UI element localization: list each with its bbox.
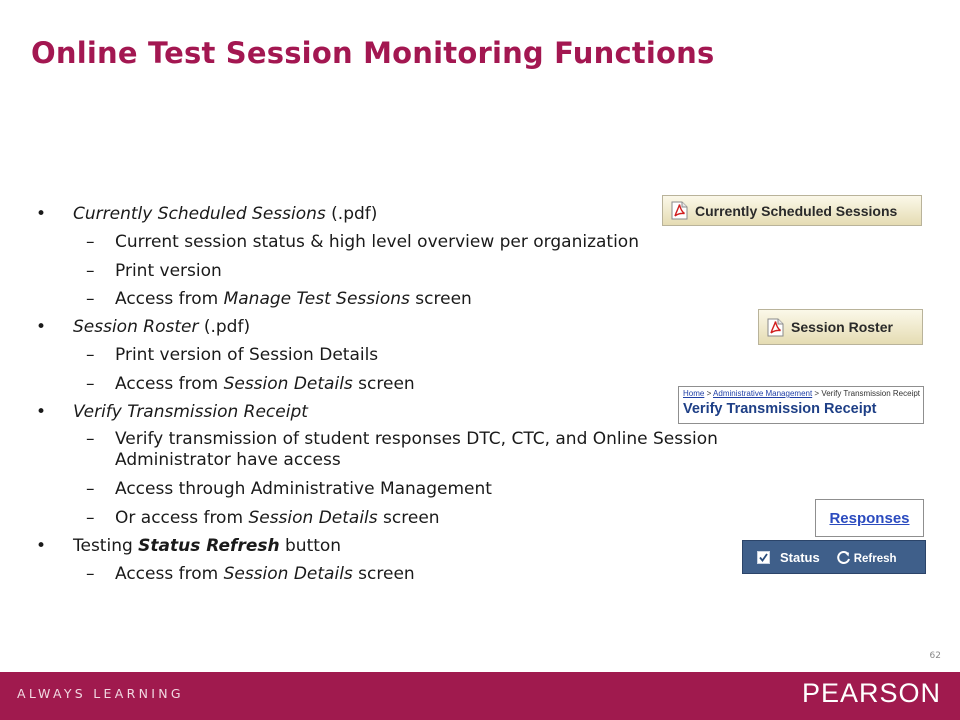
footer-tagline: ALWAYS LEARNING [17,686,184,701]
verify-heading: Verify Transmission Receipt [683,401,877,417]
text-run: Verify Transmission Receipt [73,402,308,423]
status-label: Status [780,549,820,565]
session-roster-button[interactable] [758,309,923,345]
bullet-marker: • [36,535,47,556]
text-run: button [279,535,342,556]
checkbox-icon[interactable] [757,551,770,564]
currently-scheduled-sessions-button[interactable] [662,195,922,226]
slide-title: Online Test Session Monitoring Functions [31,36,715,70]
text-run: Session Details [248,507,378,528]
sub-bullet-item [36,475,796,503]
breadcrumb-home-link[interactable]: Home [683,389,705,398]
text-run: Access from [115,373,224,394]
responses-screen [815,499,924,537]
sub-bullet-item [36,426,796,475]
refresh-button[interactable]: Refresh [853,553,897,565]
sub-bullet-item [36,560,796,588]
scheduled-button-label: Currently Scheduled Sessions [695,202,898,219]
dash-marker: – [86,260,95,281]
text-run: Status Refresh [138,535,280,556]
text-run: screen [352,373,415,394]
dash-marker: – [86,564,95,585]
breadcrumb-separator: > [812,389,822,398]
text-run: screen [352,564,415,585]
text-run: Session Details [223,564,353,585]
pearson-logo: PEARSON [801,678,941,708]
dash-marker: – [86,288,95,309]
breadcrumb [683,389,919,398]
bullet-marker: • [36,402,47,423]
roster-button-label: Session Roster [791,319,893,335]
dash-marker: – [86,232,95,253]
refresh-icon[interactable] [836,550,851,565]
dash-marker: – [86,345,95,366]
text-run: Session Details [223,373,353,394]
text-run: screen [377,507,440,528]
sub-bullet-item [36,257,796,285]
text-run: Or access from [115,507,249,528]
dash-marker: – [86,429,95,450]
pdf-icon [767,318,784,337]
sub-bullet-item [36,285,796,313]
sub-bullet-item [36,504,796,532]
dash-marker: – [86,507,95,528]
bullet-marker: • [36,204,47,224]
text-run: Currently Scheduled Sessions [73,204,326,224]
dash-marker: – [86,479,95,500]
breadcrumb-separator: > [704,389,714,398]
text-run: (.pdf) [325,204,378,224]
footer-bar [0,672,960,720]
bullet-item [36,532,796,560]
text-run: Current session status & high level overview per organization [115,232,639,253]
text-run: Session Roster [73,317,199,338]
pdf-icon [671,201,688,220]
text-run: screen [409,288,472,309]
bullet-marker: • [36,317,47,338]
dash-marker: – [86,373,95,394]
status-refresh-bar [742,540,926,574]
text-run: Print version [115,260,222,281]
text-run: Access from [115,288,224,309]
breadcrumb-admin-link[interactable]: Administrative Management [713,389,813,398]
text-run: Access from [115,564,224,585]
bullet-item [36,313,796,341]
sub-bullet-item [36,341,796,369]
text-run: (.pdf) [198,317,251,338]
breadcrumb-current: Verify Transmission Receipt [821,389,921,398]
page-number: 62 [929,651,941,661]
text-run: Manage Test Sessions [223,288,410,309]
responses-link[interactable]: Responses [829,509,910,527]
text-run: Testing [73,535,139,556]
verify-transmission-receipt-screen [678,386,924,424]
text-run: Verify transmission of student responses DTC, CTC, and Online Session Administrator have access [115,429,718,471]
text-run: Access through Administrative Management [115,479,492,500]
text-run: Print version of Session Details [115,345,379,366]
sub-bullet-item [36,228,796,256]
